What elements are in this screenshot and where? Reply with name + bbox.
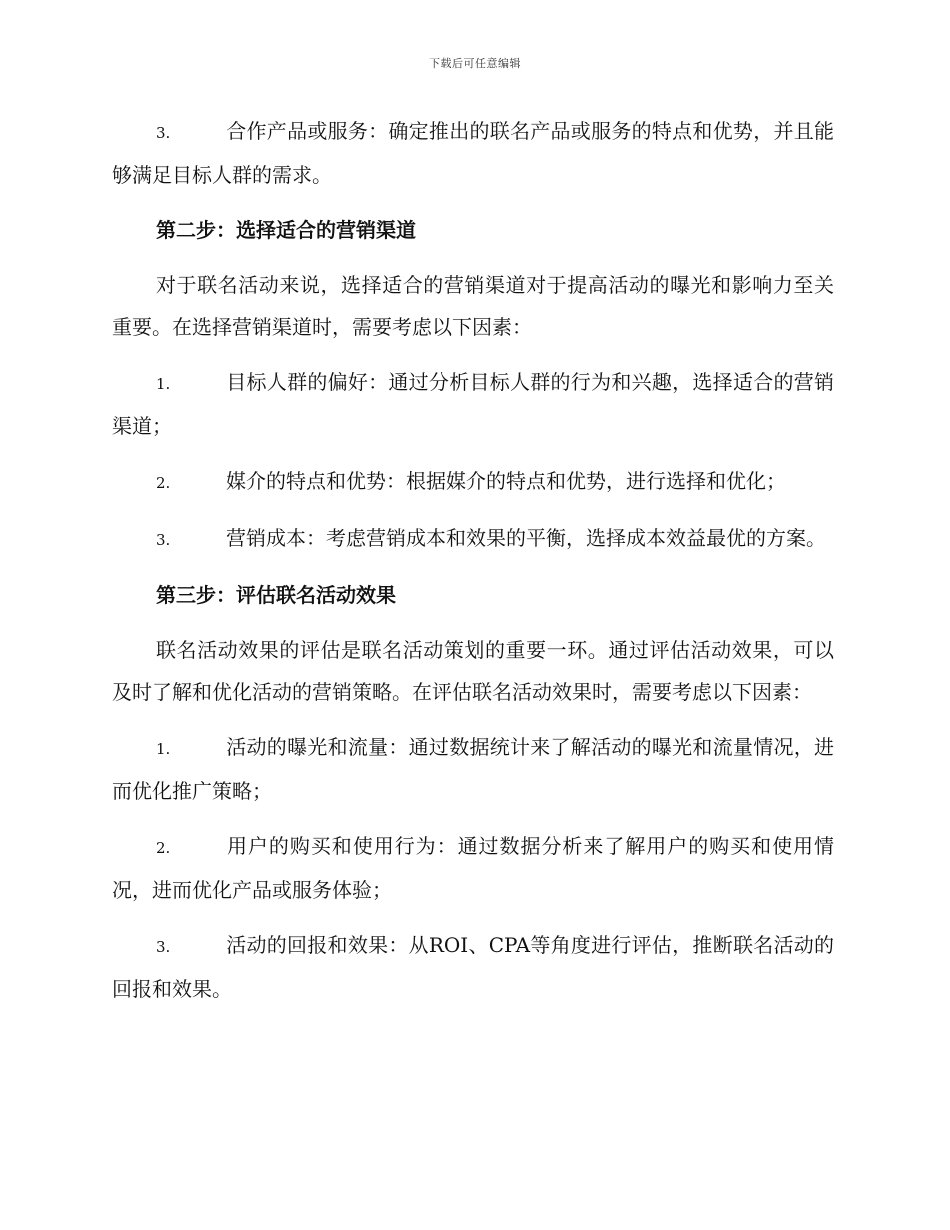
list-number: 3. bbox=[156, 531, 171, 549]
list-number: 1. bbox=[156, 740, 171, 758]
list-item-text: 合作产品或服务：确定推出的联名产品或服务的特点和优势，并且能够满足目标人群的需求。 bbox=[112, 119, 834, 187]
list-number: 2. bbox=[156, 474, 171, 492]
paragraph-channel-intro: 对于联名活动来说，选择适合的营销渠道对于提高活动的曝光和影响力至关重要。在选择营销渠道时，需要考虑以下因素： bbox=[112, 273, 834, 339]
list-item-text: 媒介的特点和优势：根据媒介的特点和优势，进行选择和优化； bbox=[226, 469, 786, 493]
list-item-text: 用户的购买和使用行为：通过数据分析来了解用户的购买和使用情况，进而优化产品或服务体验； bbox=[112, 834, 834, 902]
list-item-exposure-traffic bbox=[112, 726, 834, 812]
list-item-user-behavior bbox=[112, 825, 834, 911]
list-item-audience-preference bbox=[112, 361, 834, 447]
list-item-media-features bbox=[112, 460, 834, 504]
list-item-text: 活动的回报和效果：从ROI、CPA等角度进行评估，推断联名活动的回报和效果。 bbox=[112, 933, 834, 1001]
list-item-marketing-cost bbox=[112, 517, 834, 561]
list-number: 1. bbox=[156, 375, 171, 393]
list-number: 3. bbox=[156, 124, 171, 142]
section-heading-step-two: 第二步：选择适合的营销渠道 bbox=[156, 218, 416, 242]
section-heading-step-three: 第三步：评估联名活动效果 bbox=[156, 583, 396, 607]
list-item-text: 活动的曝光和流量：通过数据统计来了解活动的曝光和流量情况，进而优化推广策略； bbox=[112, 735, 834, 803]
paragraph-evaluation-intro: 联名活动效果的评估是联名活动策划的重要一环。通过评估活动效果，可以及时了解和优化活动的营销策略。在评估联名活动效果时，需要考虑以下因素： bbox=[112, 638, 834, 704]
list-number: 2. bbox=[156, 839, 171, 857]
document-body bbox=[112, 110, 834, 1023]
list-item-product bbox=[112, 110, 834, 196]
list-item-text: 目标人群的偏好：通过分析目标人群的行为和兴趣，选择适合的营销渠道； bbox=[112, 370, 834, 438]
list-item-return-effect bbox=[112, 924, 834, 1010]
list-item-text: 营销成本：考虑营销成本和效果的平衡，选择成本效益最优的方案。 bbox=[226, 526, 826, 550]
page-header-note: 下载后可任意编辑 bbox=[429, 57, 521, 70]
list-number: 3. bbox=[156, 938, 171, 956]
